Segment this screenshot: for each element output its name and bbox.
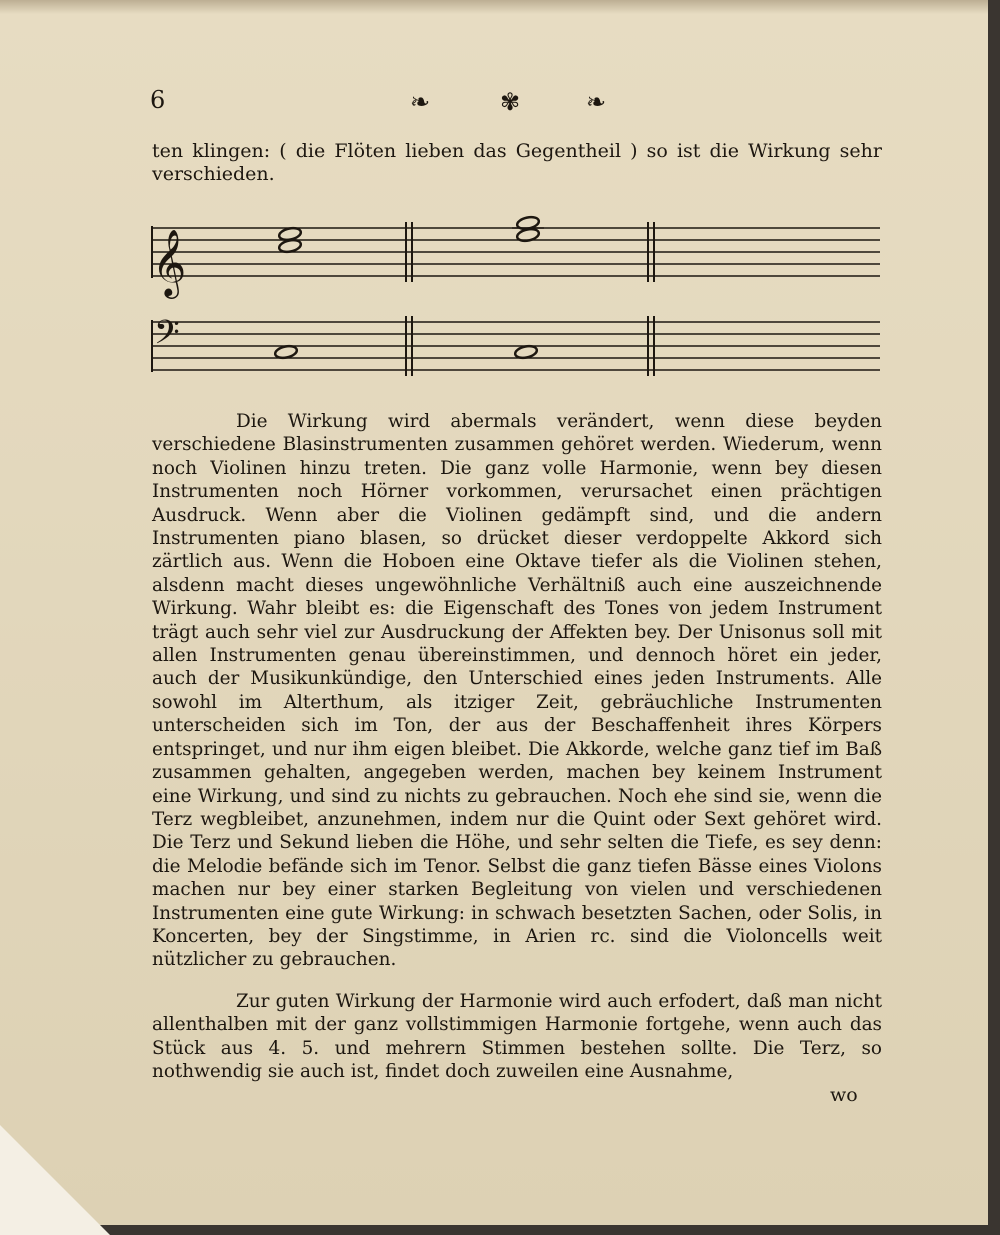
ornament-center-icon: ✾ bbox=[500, 88, 523, 116]
bass-clef-icon: 𝄢 bbox=[154, 314, 180, 360]
paragraph-1: Die Wirkung wird abermals verändert, wenn diese beyden verschiedene Blasinstrumenten zusammen gehöret werden. Wiederum, wenn noch Violinen hinzu treten. Die ganz volle Harmonie, wenn bey diesen Instrumenten noch Hörner vorkommen, verursachet einen prächtigen Ausdruck. Wenn aber die Violinen gedämpft sind, und die andern Instrumenten piano blasen, so drücket dieser verdoppelte Akkord sich zärtlich aus. Wenn die Hoboen eine Oktave tiefer als die Violinen stehen, alsdenn macht dieses ungewöhnliche Verhältniß auch eine auszeichnende Wirkung. Wahr bleibt es: die Eigenschaft des Tones von jedem Instrument trägt auch sehr viel zur Ausdruckung der Affekten bey. Der Unisonus soll mit allen Instrumenten genau übereinstimmen, und dennoch höret ein jeder, auch der Musikunkündige, den Unterschied eines jeden Instruments. Alle sowohl im Alterthum, als itziger Zeit, gebräuchliche Instrumenten unterscheiden sich im Ton, der aus der Beschaffenheit ihres Körpers entspringet, und nur ihm eigen bleibet. Die Akkorde, welche ganz tief im Baß zusammen gehalten, angegeben werden, machen bey keinem Instrument eine Wirkung, und sind zu nichts zu gebrauchen. Noch ehe sind sie, wenn die Terz wegbleibet, anzunehmen, indem nur die Quint oder Sext gehöret wird. Die Terz und Sekund lieben die Höhe, und sehr selten die Tiefe, es sey denn: die Melodie befände sich im Tenor. Selbst die ganz tiefen Bässe eines Violons machen nur bey einer starken Begleitung von vielen und verschiedenen Instrumenten eine gute Wirkung: in schwach besetzten Sachen, oder Solis, in Koncerten, bey der Singstimme, in Arien rc. sind die Violoncells weit nützlicher zu gebrauchen. bbox=[152, 411, 882, 971]
intro-text: ten klingen: ( die Flöten lieben das Gegentheil ) so ist die Wirkung sehr verschieden. bbox=[152, 140, 882, 185]
page-number: 6 bbox=[150, 86, 166, 114]
bass-staff bbox=[152, 316, 880, 376]
paragraph-2: Zur guten Wirkung der Harmonie wird auch erfodert, daß man nicht allenthalben mit der ganz vollstimmigen Harmonie fortgehe, wenn auch das Stück aus 4. 5. und mehrern Stimmen bestehen sollte. Die Terz, so nothwendig sie auch ist, findet doch zuweilen eine Ausnahme, bbox=[152, 991, 882, 1083]
treble-staff bbox=[152, 222, 880, 282]
ornament-left-icon: ❧ bbox=[410, 88, 433, 116]
music-example bbox=[0, 0, 988, 400]
catchword: wo bbox=[830, 1084, 858, 1106]
treble-clef-icon: 𝄞 bbox=[152, 228, 187, 296]
ornament-right-icon: ❧ bbox=[586, 88, 609, 116]
